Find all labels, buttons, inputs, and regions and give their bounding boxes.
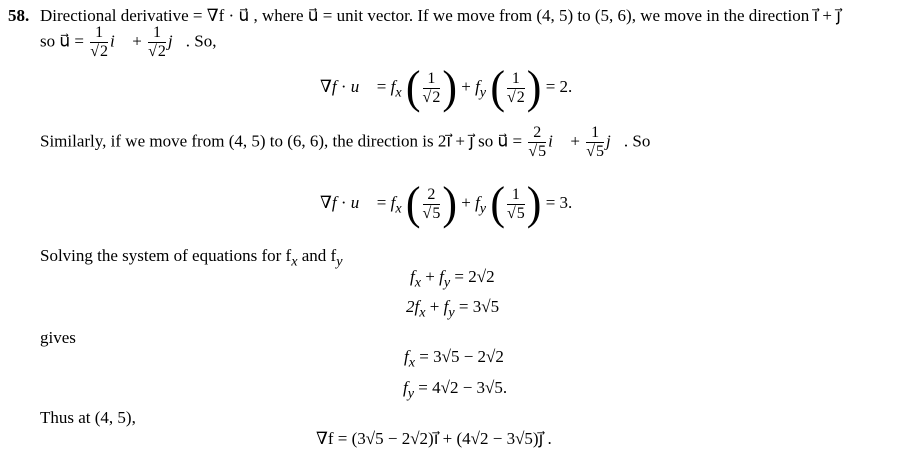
sys2-f: 2f bbox=[406, 297, 420, 316]
line3-text: Similarly, if we move from (4, 5) to (6, 6), the direction is 2i⃗ + j⃗ so u⃗ = bbox=[40, 131, 523, 151]
text-line-1: Directional derivative = ∇f · u⃗ , where u⃗ = unit vector. If we move from (4, 5) to (5, 6), we move in the direction i⃗ + j⃗ bbox=[40, 6, 841, 25]
fraction-1-sqrt2-b: $\frac{1}{√2}$ bbox=[148, 24, 166, 60]
text-line-4: Solving the system of equations for $f_x$ and $f_y$ bbox=[40, 246, 343, 270]
sol2-f: f bbox=[403, 378, 408, 397]
thus-text: Thus at (4, 5), bbox=[40, 408, 136, 427]
line4-and: and f bbox=[297, 246, 337, 265]
solution-fx: $f_x = 3√5 - 2√2$ bbox=[404, 347, 504, 371]
text-line-3: Similarly, if we move from (4, 5) to (6, 6), the direction is 2i⃗ + j⃗ so u⃗ = $\frac{2}{√5}$ i⃗ + $\frac{1}{√5}$ j⃗. So bbox=[40, 124, 651, 160]
system-eq-1: $f_x + f_y = 2√2$ bbox=[410, 267, 495, 291]
sys1-rhs: = 2√2 bbox=[450, 267, 495, 286]
line3-suffix: . So bbox=[623, 131, 651, 151]
sol1-rhs: = 3√5 − 2√2 bbox=[415, 347, 504, 366]
fraction-1-sqrt2: $\frac{1}{√2}$ bbox=[90, 24, 109, 60]
sol2-rhs: = 4√2 − 3√5. bbox=[414, 378, 508, 397]
sol1-f: f bbox=[404, 347, 409, 366]
equation-1: ∇f · u⃗ = $f_x$ ( $\frac{1}{√2}$ ) + $f_y$ ( $\frac{1}{√2}$ ) = 2. bbox=[320, 61, 573, 114]
problem-number: 58. bbox=[8, 6, 30, 25]
line2-suffix: . So, bbox=[185, 31, 217, 51]
sys2-rhs: = 3√5 bbox=[454, 297, 500, 316]
eq1-rhs: = 2. bbox=[545, 76, 573, 96]
gives-text: gives bbox=[40, 328, 76, 347]
line4-text: Solving the system of equations for f bbox=[40, 246, 292, 265]
fraction-2-sqrt5: $\frac{2}{√5}$ bbox=[528, 124, 547, 160]
eq2-rhs: = 3. bbox=[545, 192, 573, 212]
text-line-2: so u⃗ = $\frac{1}{√2}$ i⃗ + $\frac{1}{√2}$ j⃗. So, bbox=[40, 24, 217, 60]
line2-prefix: so u⃗ = bbox=[40, 31, 84, 51]
final-gradient: ∇f = (3√5 − 2√2)i⃗ + (4√2 − 3√5)j⃗ . bbox=[316, 429, 552, 448]
solution-fy: $f_y = 4√2 - 3√5$. bbox=[403, 378, 508, 402]
sys1-f: f bbox=[410, 267, 415, 286]
fraction-1-sqrt5: $\frac{1}{√5}$ bbox=[586, 124, 604, 160]
equation-2: ∇f · u⃗ = $f_x$ ( $\frac{2}{√5}$ ) + $f_y$ ( $\frac{1}{√5}$ ) = 3. bbox=[320, 177, 573, 230]
system-eq-2: $2f_x + f_y = 3√5$ bbox=[406, 297, 500, 321]
